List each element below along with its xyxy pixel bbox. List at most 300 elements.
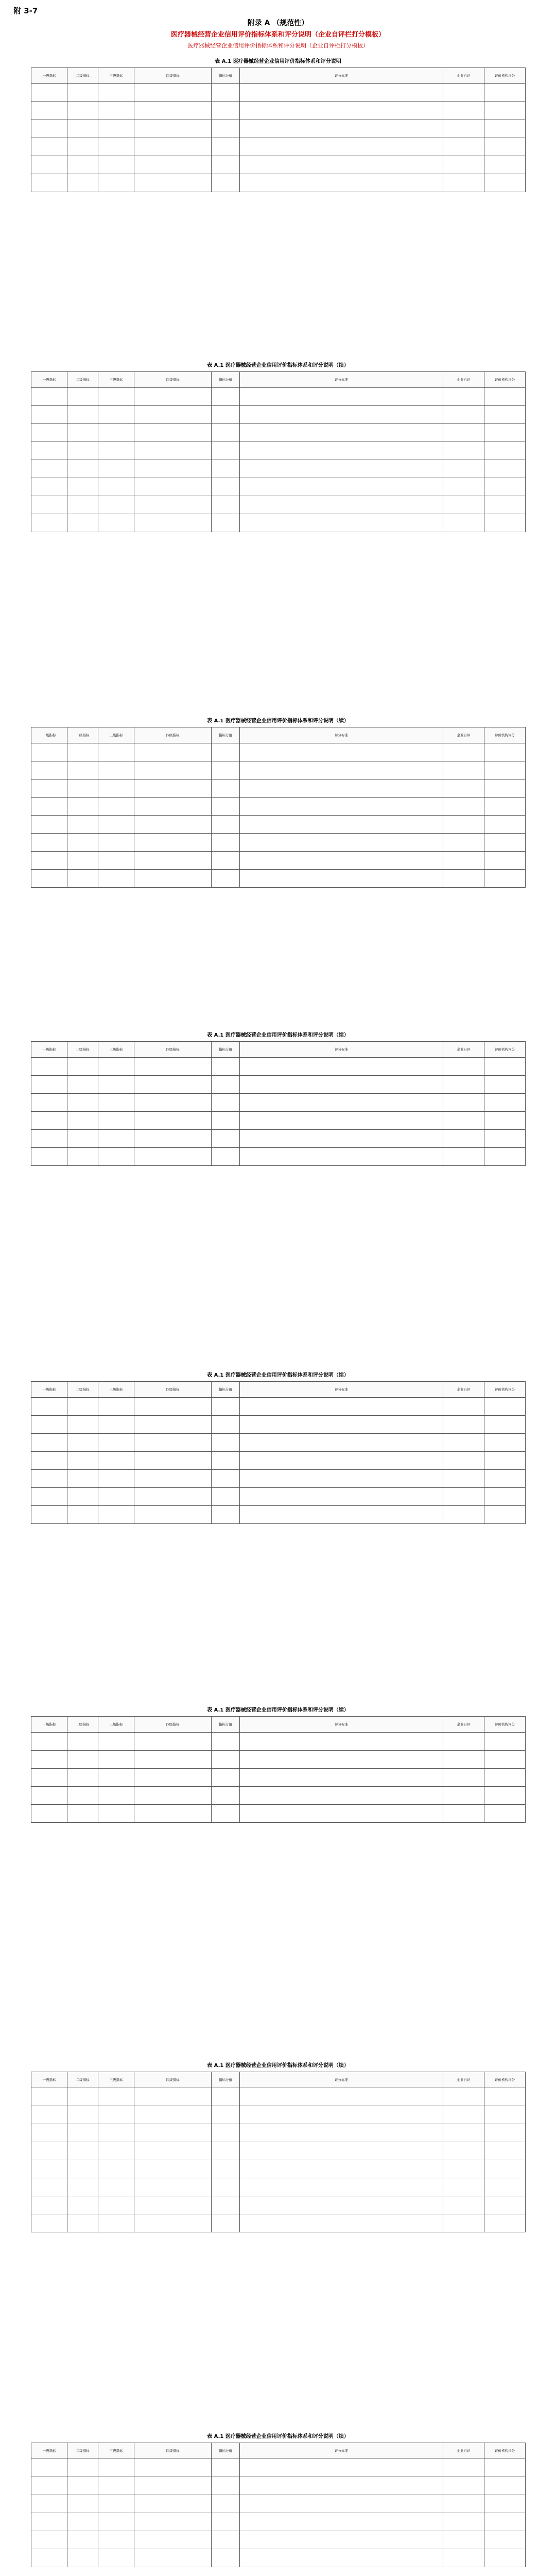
cell-l1: [31, 388, 67, 406]
cell-score: [212, 442, 240, 460]
cell-l4: [134, 834, 212, 852]
column-header: 企业自评: [443, 372, 484, 388]
cell-note: [443, 779, 484, 798]
cell-l2: [67, 1470, 98, 1488]
cell-note: [443, 2531, 484, 2549]
cell-l2: [67, 2124, 98, 2142]
cell-score: [212, 2513, 240, 2531]
table-row: [31, 514, 526, 532]
cell-note: [443, 834, 484, 852]
cell-l4: [134, 1094, 212, 1112]
cell-l1: [31, 2178, 67, 2196]
cell-note: [443, 761, 484, 779]
cell-l4: [134, 406, 212, 424]
cell-note: [443, 1434, 484, 1452]
cell-evaluator-score: [484, 442, 526, 460]
cell-score: [212, 460, 240, 478]
cell-std: [240, 1751, 443, 1769]
cell-l3: [98, 424, 134, 442]
table-row: [31, 1452, 526, 1470]
column-header: 三级指标: [98, 372, 134, 388]
cell-l3: [98, 2160, 134, 2178]
indicator-table: [31, 371, 526, 532]
cell-note: [443, 2513, 484, 2531]
cell-l1: [31, 852, 67, 870]
table-caption: 表 A.1 医疗器械经营企业信用评价指标体系和评分说明（续）: [207, 2063, 349, 2069]
indicator-table: [31, 2072, 526, 2232]
cell-l1: [31, 2214, 67, 2232]
cell-evaluator-score: [484, 1470, 526, 1488]
table-row: [31, 2513, 526, 2531]
table-caption: 表 A.1 医疗器械经营企业信用评价指标体系和评分说明（续）: [207, 2434, 349, 2439]
cell-l1: [31, 2106, 67, 2124]
cell-note: [443, 1076, 484, 1094]
cell-note: [443, 156, 484, 174]
cell-score: [212, 2088, 240, 2106]
cell-l2: [67, 1094, 98, 1112]
cell-l4: [134, 388, 212, 406]
cell-evaluator-score: [484, 2160, 526, 2178]
cell-note: [443, 1470, 484, 1488]
table-section: [31, 716, 525, 888]
column-header: 评价机构评分: [484, 1717, 526, 1733]
cell-note: [443, 1452, 484, 1470]
column-header: 评价机构评分: [484, 1382, 526, 1398]
table-row: [31, 174, 526, 192]
table-row: [31, 1112, 526, 1130]
cell-l4: [134, 743, 212, 761]
cell-evaluator-score: [484, 2531, 526, 2549]
cell-std: [240, 1058, 443, 1076]
table-section: [31, 361, 525, 532]
cell-l2: [67, 870, 98, 888]
cell-evaluator-score: [484, 2106, 526, 2124]
cell-l3: [98, 2178, 134, 2196]
cell-l3: [98, 816, 134, 834]
cell-l4: [134, 870, 212, 888]
cell-l2: [67, 84, 98, 102]
cell-note: [443, 1130, 484, 1148]
cell-std: [240, 388, 443, 406]
cell-l3: [98, 2495, 134, 2513]
table-row: [31, 102, 526, 120]
cell-std: [240, 1094, 443, 1112]
page-label: 附 3-7: [13, 6, 38, 15]
cell-l1: [31, 478, 67, 496]
cell-score: [212, 120, 240, 138]
cell-l4: [134, 2142, 212, 2160]
document-subtitle: 医疗器械经营企业信用评价指标体系和评分说明（企业自评栏打分模板）: [170, 31, 385, 39]
cell-std: [240, 84, 443, 102]
cell-l2: [67, 2513, 98, 2531]
cell-std: [240, 2106, 443, 2124]
cell-evaluator-score: [484, 852, 526, 870]
table-row: [31, 84, 526, 102]
cell-score: [212, 1733, 240, 1751]
column-header: 指标分值: [212, 1042, 240, 1058]
column-header: 评价机构评分: [484, 2443, 526, 2459]
column-header: 二级指标: [67, 727, 98, 743]
cell-l3: [98, 478, 134, 496]
cell-evaluator-score: [484, 138, 526, 156]
cell-l2: [67, 2178, 98, 2196]
cell-l2: [67, 816, 98, 834]
cell-std: [240, 424, 443, 442]
cell-note: [443, 496, 484, 514]
cell-std: [240, 1130, 443, 1148]
cell-note: [443, 174, 484, 192]
cell-l3: [98, 514, 134, 532]
cell-l1: [31, 2088, 67, 2106]
table-row: [31, 120, 526, 138]
cell-l1: [31, 1398, 67, 1416]
table-row: [31, 2106, 526, 2124]
indicator-table: [31, 727, 526, 888]
cell-l4: [134, 779, 212, 798]
column-header: 企业自评: [443, 1717, 484, 1733]
cell-std: [240, 514, 443, 532]
column-header: 一级指标: [31, 1382, 67, 1398]
column-header: 企业自评: [443, 2072, 484, 2088]
cell-l1: [31, 460, 67, 478]
cell-l3: [98, 1094, 134, 1112]
cell-l2: [67, 761, 98, 779]
column-header: 评分标准: [240, 372, 443, 388]
cell-l1: [31, 1805, 67, 1823]
table-row: [31, 424, 526, 442]
cell-l4: [134, 1398, 212, 1416]
cell-l1: [31, 1787, 67, 1805]
cell-l2: [67, 1506, 98, 1524]
cell-score: [212, 2549, 240, 2567]
cell-l4: [134, 1130, 212, 1148]
cell-std: [240, 1398, 443, 1416]
column-header: 三级指标: [98, 68, 134, 84]
cell-l4: [134, 84, 212, 102]
cell-std: [240, 478, 443, 496]
table-caption: 表 A.1 医疗器械经营企业信用评价指标体系和评分说明（续）: [207, 718, 349, 724]
cell-note: [443, 852, 484, 870]
cell-evaluator-score: [484, 2124, 526, 2142]
cell-note: [443, 2549, 484, 2567]
cell-l4: [134, 2196, 212, 2214]
cell-l4: [134, 761, 212, 779]
cell-l1: [31, 1733, 67, 1751]
cell-l1: [31, 2124, 67, 2142]
cell-l2: [67, 388, 98, 406]
cell-note: [443, 798, 484, 816]
cell-l2: [67, 406, 98, 424]
cell-evaluator-score: [484, 870, 526, 888]
column-header: 评分标准: [240, 2443, 443, 2459]
cell-l2: [67, 1733, 98, 1751]
column-header: 评分标准: [240, 1042, 443, 1058]
column-header: 企业自评: [443, 1382, 484, 1398]
cell-l4: [134, 514, 212, 532]
cell-l4: [134, 2531, 212, 2549]
cell-std: [240, 834, 443, 852]
cell-note: [443, 1488, 484, 1506]
cell-l2: [67, 460, 98, 478]
cell-l3: [98, 1506, 134, 1524]
cell-l4: [134, 102, 212, 120]
cell-l4: [134, 1452, 212, 1470]
cell-l1: [31, 1506, 67, 1524]
cell-evaluator-score: [484, 761, 526, 779]
cell-l1: [31, 743, 67, 761]
table-row: [31, 1769, 526, 1787]
column-header: 三级指标: [98, 1717, 134, 1733]
cell-score: [212, 2495, 240, 2513]
cell-evaluator-score: [484, 120, 526, 138]
cell-l2: [67, 514, 98, 532]
table-row: [31, 1058, 526, 1076]
cell-score: [212, 2106, 240, 2124]
table-section: [31, 1030, 525, 1166]
cell-l3: [98, 120, 134, 138]
cell-l1: [31, 2549, 67, 2567]
table-row: [31, 1130, 526, 1148]
cell-note: [443, 743, 484, 761]
cell-l2: [67, 852, 98, 870]
cell-note: [443, 1398, 484, 1416]
cell-l4: [134, 2513, 212, 2531]
cell-l2: [67, 1787, 98, 1805]
cell-l4: [134, 156, 212, 174]
cell-l2: [67, 120, 98, 138]
column-header: 评分标准: [240, 2072, 443, 2088]
table-row: [31, 460, 526, 478]
table-row: [31, 779, 526, 798]
cell-l2: [67, 2459, 98, 2477]
cell-score: [212, 743, 240, 761]
cell-score: [212, 1470, 240, 1488]
cell-l4: [134, 1769, 212, 1787]
cell-score: [212, 852, 240, 870]
cell-l3: [98, 496, 134, 514]
cell-l4: [134, 174, 212, 192]
cell-std: [240, 2142, 443, 2160]
cell-l4: [134, 2477, 212, 2495]
cell-note: [443, 2142, 484, 2160]
cell-std: [240, 496, 443, 514]
cell-l4: [134, 2106, 212, 2124]
cell-std: [240, 1076, 443, 1094]
cell-l2: [67, 2106, 98, 2124]
cell-std: [240, 1805, 443, 1823]
table-section: [31, 1705, 525, 1823]
cell-l2: [67, 1112, 98, 1130]
cell-score: [212, 1452, 240, 1470]
cell-std: [240, 798, 443, 816]
cell-score: [212, 1094, 240, 1112]
cell-l1: [31, 1130, 67, 1148]
indicator-table: [31, 1716, 526, 1823]
table-row: [31, 2459, 526, 2477]
cell-evaluator-score: [484, 1148, 526, 1166]
cell-l3: [98, 2088, 134, 2106]
cell-std: [240, 2088, 443, 2106]
cell-score: [212, 2196, 240, 2214]
cell-l1: [31, 406, 67, 424]
column-header: 评价机构评分: [484, 1042, 526, 1058]
cell-note: [443, 2495, 484, 2513]
column-header: 指标分值: [212, 727, 240, 743]
cell-l4: [134, 1076, 212, 1094]
cell-l4: [134, 496, 212, 514]
cell-l3: [98, 2477, 134, 2495]
cell-score: [212, 834, 240, 852]
cell-evaluator-score: [484, 2214, 526, 2232]
cell-l1: [31, 2513, 67, 2531]
cell-evaluator-score: [484, 1130, 526, 1148]
cell-l3: [98, 1076, 134, 1094]
table-caption: 表 A.1 医疗器械经营企业信用评价指标体系和评分说明: [215, 59, 341, 64]
column-header: 二级指标: [67, 1717, 98, 1733]
cell-l3: [98, 1148, 134, 1166]
cell-l2: [67, 1398, 98, 1416]
cell-l1: [31, 1148, 67, 1166]
cell-std: [240, 2495, 443, 2513]
indicator-table: [31, 2443, 526, 2567]
cell-l3: [98, 84, 134, 102]
cell-score: [212, 424, 240, 442]
table-row: [31, 870, 526, 888]
cell-l2: [67, 2214, 98, 2232]
cell-score: [212, 2459, 240, 2477]
cell-note: [443, 2477, 484, 2495]
table-row: [31, 761, 526, 779]
table-row: [31, 1434, 526, 1452]
cell-note: [443, 102, 484, 120]
cell-l3: [98, 174, 134, 192]
cell-note: [443, 1805, 484, 1823]
cell-score: [212, 2531, 240, 2549]
table-row: [31, 2549, 526, 2567]
cell-score: [212, 102, 240, 120]
column-header: 评分标准: [240, 1717, 443, 1733]
column-header: 一级指标: [31, 1717, 67, 1733]
cell-l1: [31, 2531, 67, 2549]
cell-l2: [67, 1751, 98, 1769]
cell-note: [443, 442, 484, 460]
cell-std: [240, 2160, 443, 2178]
table-caption: 表 A.1 医疗器械经营企业信用评价指标体系和评分说明（续）: [207, 363, 349, 368]
cell-l4: [134, 2088, 212, 2106]
table-section: [31, 57, 525, 192]
cell-l4: [134, 1805, 212, 1823]
cell-score: [212, 1416, 240, 1434]
cell-std: [240, 156, 443, 174]
cell-l3: [98, 1787, 134, 1805]
cell-score: [212, 1112, 240, 1130]
cell-evaluator-score: [484, 1805, 526, 1823]
cell-l4: [134, 424, 212, 442]
cell-l4: [134, 1434, 212, 1452]
cell-l2: [67, 1148, 98, 1166]
cell-std: [240, 1434, 443, 1452]
column-header: 指标分值: [212, 2443, 240, 2459]
cell-l3: [98, 2124, 134, 2142]
table-section: [31, 2432, 525, 2567]
column-header: 一级指标: [31, 2443, 67, 2459]
cell-evaluator-score: [484, 1076, 526, 1094]
table-row: [31, 1470, 526, 1488]
cell-l2: [67, 1130, 98, 1148]
cell-l2: [67, 2477, 98, 2495]
cell-std: [240, 816, 443, 834]
cell-l3: [98, 1416, 134, 1434]
cell-l4: [134, 138, 212, 156]
cell-evaluator-score: [484, 460, 526, 478]
cell-l3: [98, 2106, 134, 2124]
cell-evaluator-score: [484, 779, 526, 798]
cell-l3: [98, 1452, 134, 1470]
column-header: 四级指标: [134, 2072, 212, 2088]
cell-note: [443, 84, 484, 102]
cell-score: [212, 478, 240, 496]
table-row: [31, 1506, 526, 1524]
table-row: [31, 1148, 526, 1166]
table-row: [31, 2142, 526, 2160]
cell-l3: [98, 460, 134, 478]
cell-l4: [134, 2214, 212, 2232]
cell-score: [212, 514, 240, 532]
cell-l1: [31, 84, 67, 102]
cell-note: [443, 2459, 484, 2477]
cell-l3: [98, 2196, 134, 2214]
cell-note: [443, 2214, 484, 2232]
table-row: [31, 1805, 526, 1823]
cell-score: [212, 156, 240, 174]
cell-std: [240, 761, 443, 779]
column-header: 四级指标: [134, 68, 212, 84]
cell-note: [443, 816, 484, 834]
table-row: [31, 156, 526, 174]
table-row: [31, 1076, 526, 1094]
cell-std: [240, 1506, 443, 1524]
cell-l4: [134, 2495, 212, 2513]
cell-evaluator-score: [484, 478, 526, 496]
cell-evaluator-score: [484, 102, 526, 120]
cell-note: [443, 2178, 484, 2196]
cell-l3: [98, 2214, 134, 2232]
cell-score: [212, 2142, 240, 2160]
cell-note: [443, 388, 484, 406]
cell-l3: [98, 852, 134, 870]
table-row: [31, 1751, 526, 1769]
cell-l4: [134, 120, 212, 138]
cell-l2: [67, 496, 98, 514]
cell-std: [240, 1733, 443, 1751]
column-header: 评价机构评分: [484, 372, 526, 388]
cell-l1: [31, 1058, 67, 1076]
table-row: [31, 2178, 526, 2196]
cell-evaluator-score: [484, 156, 526, 174]
cell-score: [212, 1058, 240, 1076]
cell-note: [443, 460, 484, 478]
cell-note: [443, 406, 484, 424]
table-row: [31, 2088, 526, 2106]
cell-std: [240, 2196, 443, 2214]
cell-l2: [67, 2495, 98, 2513]
cell-l3: [98, 1112, 134, 1130]
cell-std: [240, 2513, 443, 2531]
cell-l4: [134, 2459, 212, 2477]
cell-evaluator-score: [484, 1751, 526, 1769]
column-header: 二级指标: [67, 372, 98, 388]
cell-l4: [134, 1733, 212, 1751]
